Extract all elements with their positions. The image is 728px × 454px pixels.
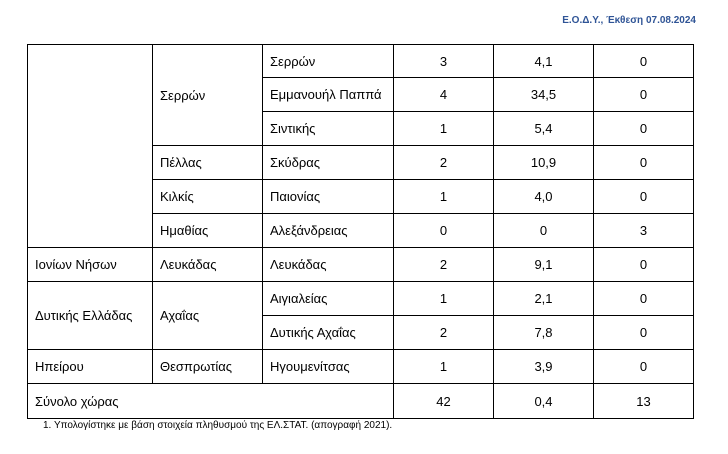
total-label: Σύνολο χώρας (28, 384, 394, 419)
deaths-cell: 0 (594, 78, 694, 112)
table-row (28, 350, 694, 384)
deaths-cell: 0 (594, 316, 694, 350)
cases-cell: 2 (394, 248, 494, 282)
total-cases: 42 (394, 384, 494, 419)
footnote: 1. Υπολογίστηκε με βάση στοιχεία πληθυσμού της ΕΛ.ΣΤΑΤ. (απογραφή 2021). (43, 420, 393, 431)
prefecture-cell: Θεσπρωτίας (153, 350, 263, 384)
prefecture-cell: Σερρών (153, 45, 263, 146)
rate-cell: 2,1 (494, 282, 594, 316)
cases-cell: 1 (394, 180, 494, 214)
municipality-cell: Αλεξάνδρειας (263, 214, 394, 248)
cases-table (27, 44, 694, 419)
table-row (28, 248, 694, 282)
deaths-cell: 0 (594, 350, 694, 384)
municipality-cell: Παιονίας (263, 180, 394, 214)
rate-cell: 9,1 (494, 248, 594, 282)
report-header: Ε.Ο.Δ.Υ., Έκθεση 07.08.2024 (562, 15, 696, 26)
cases-cell: 4 (394, 78, 494, 112)
cases-cell: 0 (394, 214, 494, 248)
region-cell: Δυτικής Ελλάδας (28, 282, 153, 350)
municipality-cell: Σερρών (263, 45, 394, 78)
municipality-cell: Εμμανουήλ Παππά (263, 78, 394, 112)
municipality-cell: Λευκάδας (263, 248, 394, 282)
deaths-cell: 0 (594, 146, 694, 180)
region-cell: Ιονίων Νήσων (28, 248, 153, 282)
municipality-cell: Σιντικής (263, 112, 394, 146)
rate-cell: 5,4 (494, 112, 594, 146)
rate-cell: 10,9 (494, 146, 594, 180)
deaths-cell: 0 (594, 248, 694, 282)
cases-cell: 2 (394, 316, 494, 350)
total-row (28, 384, 694, 419)
total-deaths: 13 (594, 384, 694, 419)
prefecture-cell: Ημαθίας (153, 214, 263, 248)
municipality-cell: Αιγιαλείας (263, 282, 394, 316)
municipality-cell: Ηγουμενίτσας (263, 350, 394, 384)
total-rate: 0,4 (494, 384, 594, 419)
cases-cell: 1 (394, 112, 494, 146)
rate-cell: 7,8 (494, 316, 594, 350)
region-cell (28, 45, 153, 248)
table-row (28, 282, 694, 316)
rate-cell: 34,5 (494, 78, 594, 112)
region-cell: Ηπείρου (28, 350, 153, 384)
cases-cell: 2 (394, 146, 494, 180)
municipality-cell: Δυτικής Αχαΐας (263, 316, 394, 350)
deaths-cell: 0 (594, 45, 694, 78)
table-row (28, 45, 694, 78)
prefecture-cell: Λευκάδας (153, 248, 263, 282)
cases-cell: 1 (394, 350, 494, 384)
deaths-cell: 0 (594, 180, 694, 214)
prefecture-cell: Πέλλας (153, 146, 263, 180)
rate-cell: 4,1 (494, 45, 594, 78)
rate-cell: 3,9 (494, 350, 594, 384)
cases-cell: 3 (394, 45, 494, 78)
rate-cell: 0 (494, 214, 594, 248)
deaths-cell: 0 (594, 112, 694, 146)
municipality-cell: Σκύδρας (263, 146, 394, 180)
cases-cell: 1 (394, 282, 494, 316)
prefecture-cell: Αχαΐας (153, 282, 263, 350)
deaths-cell: 3 (594, 214, 694, 248)
prefecture-cell: Κιλκίς (153, 180, 263, 214)
rate-cell: 4,0 (494, 180, 594, 214)
deaths-cell: 0 (594, 282, 694, 316)
